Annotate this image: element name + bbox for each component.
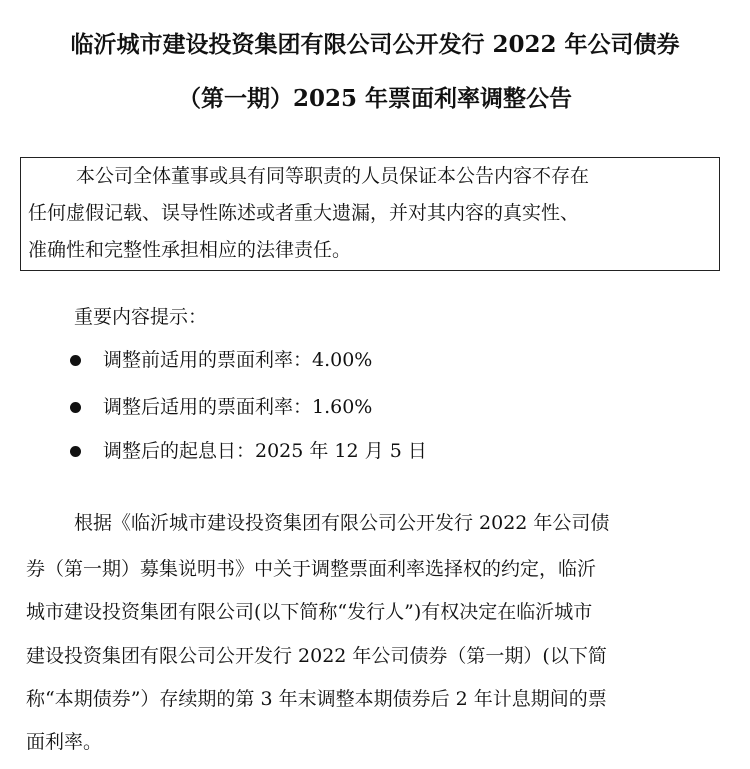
body-paragraph-line-6: 面利率。 [26, 731, 103, 753]
bullet-dot-icon [70, 446, 81, 457]
highlight-text: 调整后的起息日：2025 年 12 月 5 日 [103, 440, 427, 462]
disclaimer-line-3: 准确性和完整性承担相应的法律责任。 [28, 239, 352, 261]
body-paragraph-line-1: 根据《临沂城市建设投资集团有限公司公开发行 2022 年公司债 [74, 512, 610, 534]
bullet-dot-icon [70, 402, 81, 413]
body-paragraph-line-4: 建设投资集团有限公司公开发行 2022 年公司债券（第一期）(以下简 [26, 645, 607, 667]
disclaimer-line-2: 任何虚假记载、误导性陈述或者重大遗漏，并对其内容的真实性、 [28, 202, 580, 224]
body-paragraph-line-5: 称“本期债券”）存续期的第 3 年末调整本期债券后 2 年计息期间的票 [26, 688, 607, 710]
highlight-text: 调整前适用的票面利率：4.00% [103, 349, 373, 371]
highlight-text: 调整后适用的票面利率：1.60% [103, 396, 373, 418]
announcement-title-line-2: （第一期）2025 年票面利率调整公告 [177, 85, 573, 112]
bullet-dot-icon [70, 355, 81, 366]
highlights-heading: 重要内容提示： [74, 306, 208, 328]
body-paragraph-line-2: 券（第一期）募集说明书》中关于调整票面利率选择权的约定，临沂 [26, 558, 597, 580]
disclaimer-line-1: 本公司全体董事或具有同等职责的人员保证本公告内容不存在 [76, 165, 590, 187]
announcement-title-line-1: 临沂城市建设投资集团有限公司公开发行 2022 年公司债券 [70, 31, 680, 58]
disclaimer-box [20, 157, 720, 271]
body-paragraph-line-3: 城市建设投资集团有限公司(以下简称“发行人”)有权决定在临沂城市 [26, 601, 593, 623]
